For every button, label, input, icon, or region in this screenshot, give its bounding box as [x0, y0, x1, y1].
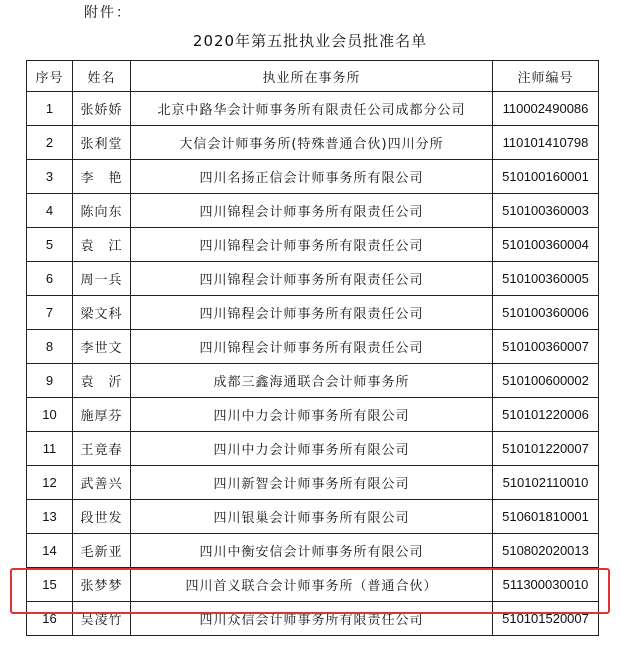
row-name: 段世发	[73, 500, 131, 534]
row-reg-no: 110002490086	[493, 92, 599, 126]
row-firm: 四川首义联合会计师事务所（普通合伙）	[131, 568, 493, 602]
row-serial: 8	[27, 330, 73, 364]
row-serial: 15	[27, 568, 73, 602]
row-serial: 5	[27, 228, 73, 262]
row-firm: 四川银巢会计师事务所有限公司	[131, 500, 493, 534]
row-name: 张利堂	[73, 126, 131, 160]
row-reg-no: 510100360004	[493, 228, 599, 262]
row-name: 毛新亚	[73, 534, 131, 568]
column-header-serial: 序号	[27, 61, 73, 92]
row-reg-no: 510101220007	[493, 432, 599, 466]
row-serial: 2	[27, 126, 73, 160]
column-header-reg-no: 注师编号	[493, 61, 599, 92]
table-row	[27, 126, 599, 160]
row-firm: 四川锦程会计师事务所有限责任公司	[131, 228, 493, 262]
row-serial: 6	[27, 262, 73, 296]
row-firm: 四川锦程会计师事务所有限责任公司	[131, 296, 493, 330]
table-header-row	[27, 61, 599, 92]
row-serial: 10	[27, 398, 73, 432]
row-name: 周一兵	[73, 262, 131, 296]
table-row	[27, 364, 599, 398]
row-firm: 四川锦程会计师事务所有限责任公司	[131, 262, 493, 296]
row-name: 梁文科	[73, 296, 131, 330]
row-serial: 13	[27, 500, 73, 534]
row-name: 武善兴	[73, 466, 131, 500]
table-row	[27, 228, 599, 262]
row-firm: 四川新智会计师事务所有限公司	[131, 466, 493, 500]
row-reg-no: 510101520007	[493, 602, 599, 636]
member-approval-table	[26, 60, 599, 636]
row-serial: 12	[27, 466, 73, 500]
row-firm: 四川锦程会计师事务所有限责任公司	[131, 194, 493, 228]
row-reg-no: 110101410798	[493, 126, 599, 160]
table-row	[27, 466, 599, 500]
row-serial: 1	[27, 92, 73, 126]
row-reg-no: 510100160001	[493, 160, 599, 194]
table-row	[27, 194, 599, 228]
row-name: 施厚芬	[73, 398, 131, 432]
row-firm: 大信会计师事务所(特殊普通合伙)四川分所	[131, 126, 493, 160]
table-row	[27, 92, 599, 126]
row-firm: 成都三鑫海通联合会计师事务所	[131, 364, 493, 398]
row-name: 陈向东	[73, 194, 131, 228]
row-serial: 9	[27, 364, 73, 398]
row-name: 李世文	[73, 330, 131, 364]
row-serial: 11	[27, 432, 73, 466]
row-reg-no: 510101220006	[493, 398, 599, 432]
row-name: 张梦梦	[73, 568, 131, 602]
table-row	[27, 534, 599, 568]
row-name: 王竟春	[73, 432, 131, 466]
table-row	[27, 398, 599, 432]
row-reg-no: 510100360006	[493, 296, 599, 330]
row-serial: 14	[27, 534, 73, 568]
table-row	[27, 432, 599, 466]
row-serial: 7	[27, 296, 73, 330]
row-name: 张娇娇	[73, 92, 131, 126]
row-name: 吴凌竹	[73, 602, 131, 636]
row-firm: 四川众信会计师事务所有限责任公司	[131, 602, 493, 636]
attachment-label: 附件：	[84, 5, 132, 21]
row-serial: 4	[27, 194, 73, 228]
row-serial: 16	[27, 602, 73, 636]
table-row	[27, 602, 599, 636]
row-reg-no: 510100360003	[493, 194, 599, 228]
table-row-highlighted	[27, 568, 599, 602]
row-firm: 四川锦程会计师事务所有限责任公司	[131, 330, 493, 364]
row-serial: 3	[27, 160, 73, 194]
page-title: 2020年第五批执业会员批准名单	[192, 32, 428, 50]
row-reg-no: 510100360005	[493, 262, 599, 296]
row-reg-no: 511300030010	[493, 568, 599, 602]
row-firm: 四川名扬正信会计师事务所有限公司	[131, 160, 493, 194]
table-row	[27, 330, 599, 364]
row-name: 袁 江	[73, 228, 131, 262]
row-name: 李 艳	[73, 160, 131, 194]
column-header-name: 姓名	[73, 61, 131, 92]
row-reg-no: 510802020013	[493, 534, 599, 568]
row-reg-no: 510601810001	[493, 500, 599, 534]
row-reg-no: 510102110010	[493, 466, 599, 500]
row-reg-no: 510100600002	[493, 364, 599, 398]
table-row	[27, 500, 599, 534]
row-firm: 北京中路华会计师事务所有限责任公司成都分公司	[131, 92, 493, 126]
row-firm: 四川中衡安信会计师事务所有限公司	[131, 534, 493, 568]
table-row	[27, 160, 599, 194]
row-firm: 四川中力会计师事务所有限公司	[131, 398, 493, 432]
row-name: 袁 沂	[73, 364, 131, 398]
table-row	[27, 262, 599, 296]
row-firm: 四川中力会计师事务所有限公司	[131, 432, 493, 466]
table-row	[27, 296, 599, 330]
row-reg-no: 510100360007	[493, 330, 599, 364]
column-header-firm: 执业所在事务所	[131, 61, 493, 92]
